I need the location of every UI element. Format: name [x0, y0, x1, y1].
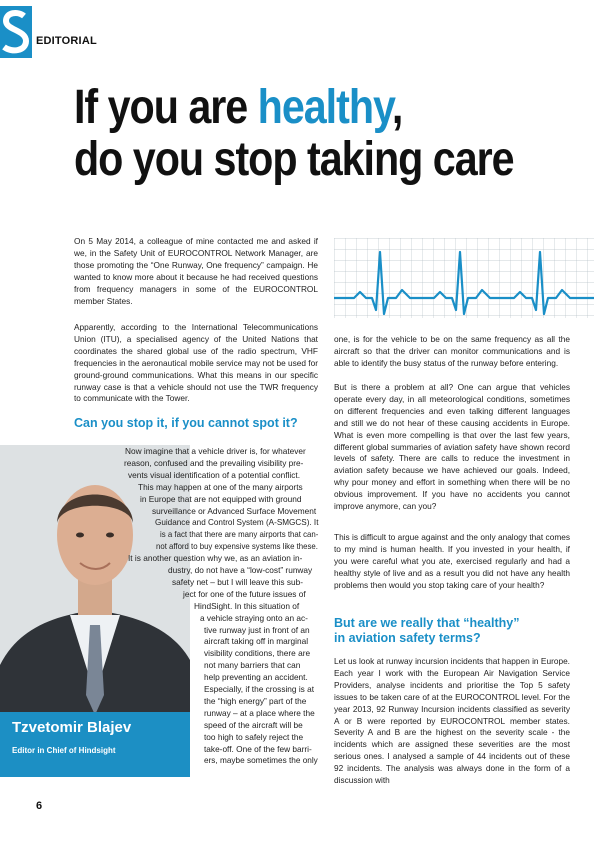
wrapped-text-line: visibility conditions, there are: [204, 648, 311, 659]
title-line1-a: If you are: [74, 81, 258, 134]
paragraph-itu: Apparently, according to the International Telecommunications Union (ITU), a specialised agency of the United Nations that coordinates the shared global use of the radio spectrum, VHF frequencies in the aeronautical mobile service may not be used for ground-ground communications. What this means in our specific runway case is that a vehicle should not use the TWR frequency to communicate with the Tower.: [74, 322, 318, 404]
wrapped-text-line: aircraft taking off in marginal: [204, 636, 309, 647]
section-label: EDITORIAL: [36, 35, 97, 47]
author-role: Editor in Chief of Hindsight: [12, 746, 116, 755]
author-name: Tzvetomir Blajev: [12, 719, 132, 736]
wrapped-text-line: not afford to buy expensive systems like these.: [156, 541, 318, 552]
wrapped-text-line: safety net – but I will leave this sub-: [172, 576, 303, 587]
wrapped-text-line: help preventing an accident.: [204, 672, 308, 683]
wrapped-text-line: ject for one of the future issues of: [183, 588, 306, 599]
paragraph-frequency: one, is for the vehicle to be on the same frequency as all the aircraft so that the driver can monitor communications and is able to identify the busy status of the runway before entering.: [334, 334, 570, 368]
wrapped-text-line: speed of the aircraft will be: [204, 719, 303, 730]
paragraph-intro: On 5 May 2014, a colleague of mine contacted me and asked if we, in the Safety Unit of EUROCONTROL Network Manager, are those promoting the “One Runway, One frequency” campaign. He wanted to know more about it because he had received questions from frequency managers in some of the EUROCONTROL member States.: [74, 236, 318, 306]
article-title: [74, 82, 514, 186]
wrapped-text-line: take-off. One of the few barri-: [204, 743, 312, 754]
paragraph-health: This is difficult to argue against and the only analogy that comes to my mind is human health. If you invested in your health, if you were careful what you ate, exercised regularly and had a healthy style of live and as a result you did not have any health problems then would you stop taking care of your health?: [334, 532, 570, 590]
wrapped-text-line: runway – at a place where the: [204, 707, 315, 718]
wrapped-text-line: It is another question why we, as an aviation in-: [128, 553, 303, 564]
wrapped-text-line: ers, maybe sometimes the only: [204, 755, 318, 766]
page-number: 6: [36, 800, 43, 812]
wrapped-text-line: the “high energy” part of the: [204, 695, 307, 706]
wrapped-text-line: surveillance or Advanced Surface Movement: [152, 505, 317, 516]
wrapped-text-line: This may happen at one of the many airports: [138, 481, 303, 492]
wrapped-text-line: in Europe that are not equipped with ground: [140, 493, 302, 504]
wrapped-text-line: a vehicle straying onto an ac-: [200, 612, 308, 623]
wrapped-text-line: vents visual identification of a potential conflict.: [128, 469, 301, 480]
wrapped-text-line: dustry, do not have a “low-cost” runway: [168, 565, 313, 575]
paragraph-problem: But is there a problem at all? One can argue that vehicles operate every day, in all meteorological conditions, sometimes on different frequencies and even talking different languages and still we do not hear of these causing accidents in Europe. What is even more compelling is that over the last few years, different global summaries of aviation safety have shown record levels of safety. There are calls to reduce the investment in aviation safety because we have achieved our goals. Indeed, why pour money and effort in something when there will be no obvious improvement. If you have no accidents you cannot improve anymore, can you?: [334, 382, 570, 512]
wrapped-text-line: reason, confused and the prevailing visibility pre-: [124, 457, 304, 468]
title-highlight: healthy: [257, 81, 392, 134]
subheading-healthy-line1: But are we really that “healthy”: [334, 616, 520, 630]
wrapped-text-line: too high to safely reject the: [204, 731, 304, 742]
title-line1-b: ,: [391, 81, 403, 134]
title-line2: do you stop taking care: [74, 133, 514, 186]
wrapped-text-line: not many barriers that can: [204, 660, 301, 671]
ecg-heartbeat-graphic: [334, 238, 594, 318]
wrapped-text-line: HindSight. In this situation of: [194, 600, 300, 611]
paragraph-incursions: Let us look at runway incursion incidents that happen in Europe. Each year I work with the European Air Navigation Service Providers, analyse incidents and prioritise the Top 5 safety issues to be taken care of at the EUROCONTROL level. For the year 2013, 92 Runway Incursion incidents classified as severity A or B were reported by EUROCONTROL member states. Severity A and B are the highest on the severity scale - the incidents which are assigned these severities are the most serious ones. I analysed a sample of 44 incidents out of these 92 incidents. The analysis was always done in the form of a discussion with: [334, 656, 570, 786]
wrapped-text-line: Now imagine that a vehicle driver is, for whatever: [125, 446, 306, 456]
wrapped-text-line: is a fact that there are many airports that can-: [160, 529, 319, 540]
subheading-spot-it: Can you stop it, if you cannot spot it?: [74, 416, 298, 430]
wrapped-text-line: Guidance and Control System (A-SMGCS). It: [155, 517, 319, 528]
subheading-healthy: [334, 616, 519, 646]
wrapped-text-line: Especially, if the crossing is at: [204, 684, 315, 694]
wrapped-text-line: tive runway just in front of an: [204, 624, 310, 635]
hindsight-logo: [0, 6, 32, 58]
subheading-healthy-line2: in aviation safety terms?: [334, 631, 481, 645]
